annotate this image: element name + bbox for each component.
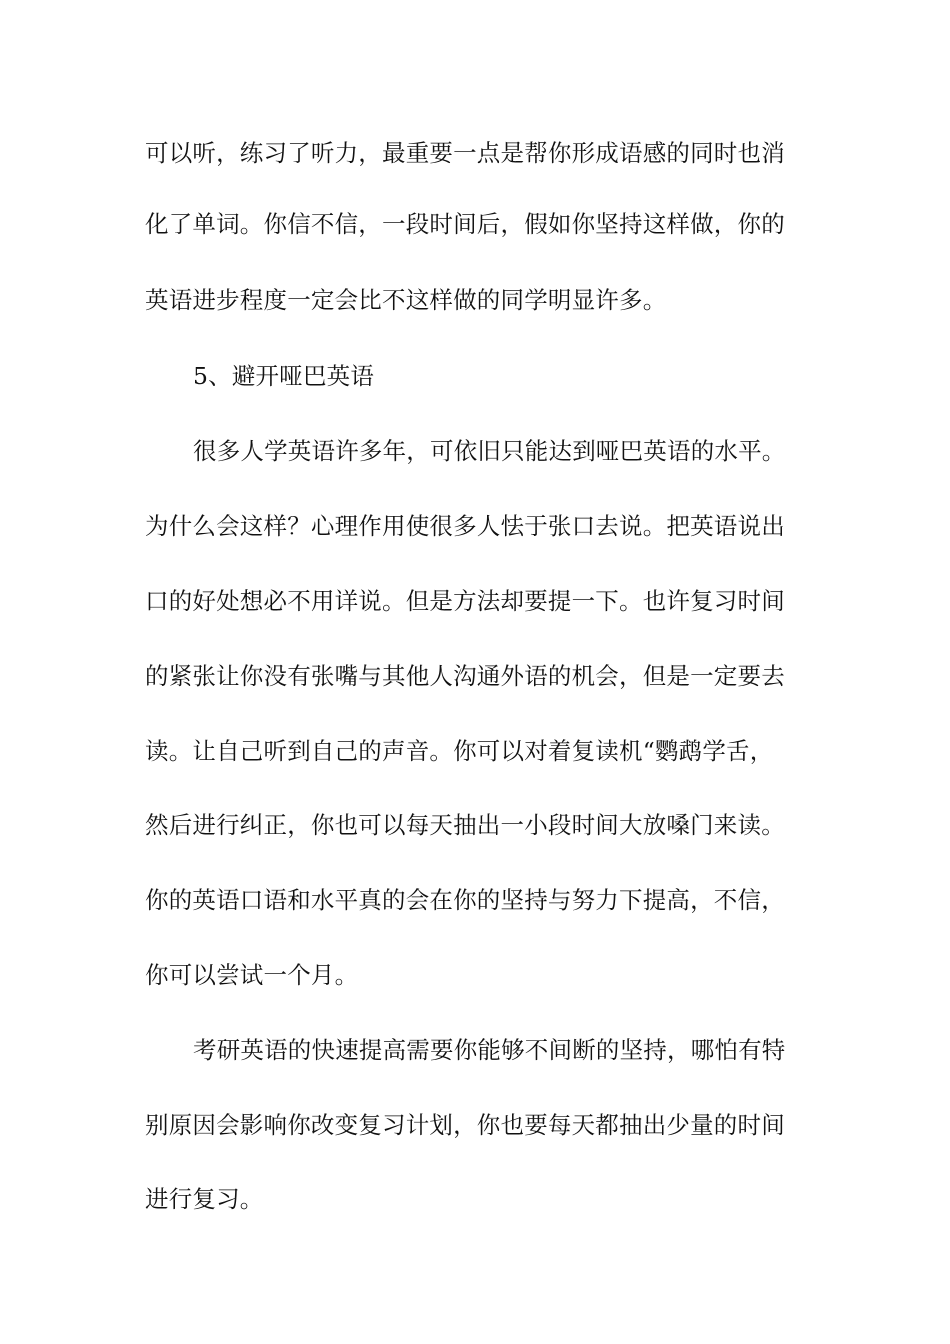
paragraph-line: 可以听，练习了听力，最重要一点是帮你形成语感的同时也消 xyxy=(145,139,785,167)
paragraph-line: 为什么会这样？心理作用使很多人怯于张口去说。把英语说出 xyxy=(145,512,785,540)
paragraph-line: 口的好处想必不用详说。但是方法却要提一下。也许复习时间 xyxy=(145,587,785,615)
paragraph-line: 英语进步程度一定会比不这样做的同学明显许多。 xyxy=(145,286,667,314)
paragraph-line: 然后进行纠正，你也可以每天抽出一小段时间大放嗓门来读。 xyxy=(145,811,785,839)
paragraph-line: 别原因会影响你改变复习计划，你也要每天都抽出少量的时间 xyxy=(145,1111,785,1139)
section-heading: 5、避开哑巴英语 xyxy=(193,362,375,390)
paragraph-line: 化了单词。你信不信，一段时间后，假如你坚持这样做，你的 xyxy=(145,210,785,238)
paragraph-line: 读。让自己听到自己的声音。你可以对着复读机“鹦鹉学舌， xyxy=(145,737,774,765)
paragraph-line: 你的英语口语和水平真的会在你的坚持与努力下提高，不信， xyxy=(145,886,785,914)
paragraph-line: 考研英语的快速提高需要你能够不间断的坚持，哪怕有特 xyxy=(193,1036,786,1064)
paragraph-line: 的紧张让你没有张嘴与其他人沟通外语的机会，但是一定要去 xyxy=(145,662,785,690)
paragraph-line: 很多人学英语许多年，可依旧只能达到哑巴英语的水平。 xyxy=(193,437,786,465)
paragraph-line: 进行复习。 xyxy=(145,1185,264,1213)
paragraph-line: 你可以尝试一个月。 xyxy=(145,961,359,989)
